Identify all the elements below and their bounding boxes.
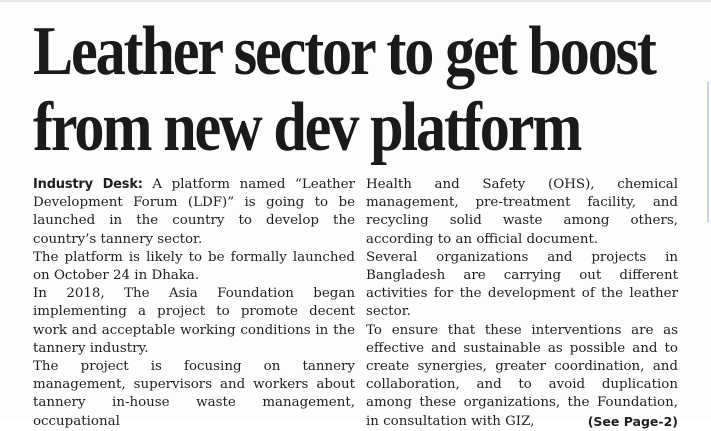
paragraph-5: Health and Safety (OHS), chemical management, pre-treatment facility, and recycling solid waste among others, according to an official document. <box>366 177 678 247</box>
paragraph-7-text: To ensure that these interventions are as effective and sustainable as possible and to create synergies, greater coordination, and collaboration, and to avoid duplication among these organizations, the Foundation, in consultation with GIZ, <box>366 322 678 429</box>
paragraph-3: In 2018, The Asia Foundation began implementing a project to promote decent work and acceptable working conditions in the tannery industry. <box>33 286 355 356</box>
paragraph-2: The platform is likely to be formally launched on October 24 in Dhaka. <box>33 249 355 284</box>
paragraph-1 <box>33 176 355 249</box>
paragraph-1-text: A platform named “Leather Development Forum (LDF)” is going to be launched in the country to develop the country’s tannery sector. <box>33 177 356 247</box>
dateline: Industry Desk: <box>33 177 143 192</box>
article-column-right <box>366 176 678 431</box>
adjacent-column-edge <box>707 82 709 222</box>
paragraph-6: Several organizations and projects in Bangladesh are carrying out different activities for the development of the leather sector. <box>366 249 678 320</box>
paragraph-4: The project is focusing on tannery management, supervisors and workers about tannery in-house waste management, occupational <box>33 359 355 429</box>
continuation-link: (See Page-2) <box>587 413 678 429</box>
top-rule <box>0 0 711 2</box>
paragraph-7 <box>366 322 678 431</box>
headline-line-1: Leather sector to get boost <box>33 13 655 90</box>
headline-line-2: from new dev platform <box>33 89 581 166</box>
article-column-left <box>33 176 355 431</box>
headline <box>33 13 655 166</box>
